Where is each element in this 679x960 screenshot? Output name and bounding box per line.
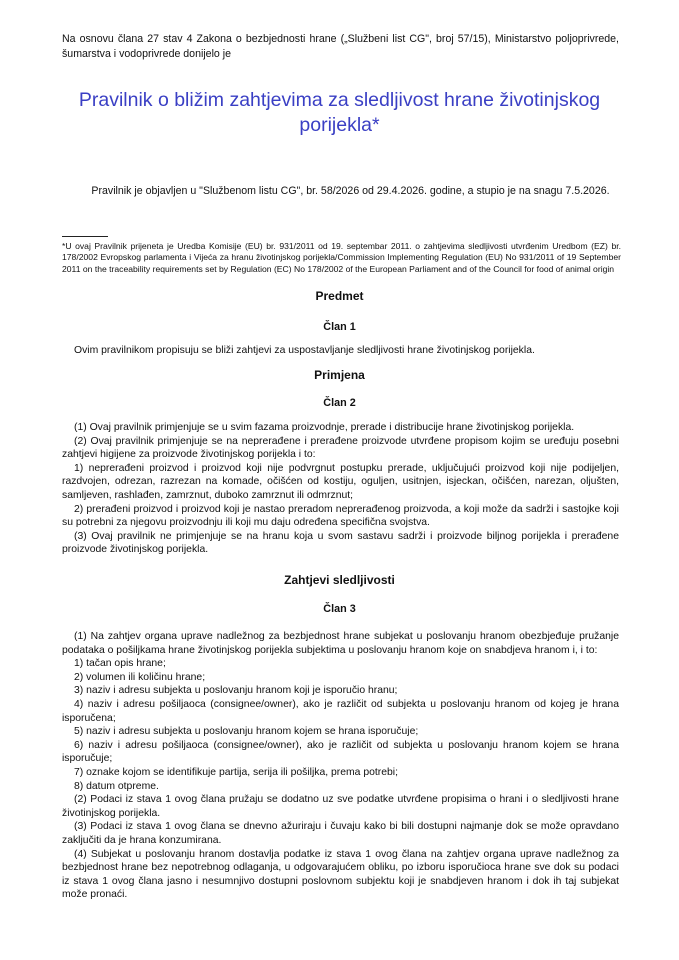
article-3-item: 7) oznake kojom se identifikuje partija, serija ili pošiljka, prema potrebi;	[74, 766, 398, 778]
article-3-item: 6) naziv i adresu pošiljaoca (consignee/owner), ako je različit od subjekta u poslovanju hranom kojem se hrana isporučuje;	[62, 739, 619, 765]
document-title: Pravilnik o bližim zahtjevima za sledljivost hrane životinjskog porijekla*	[78, 89, 601, 136]
article-3-paragraph-1: (1) Na zahtjev organa uprave nadležnog za bezbjednost hrane subjekat u poslovanju hranom obezbjeđuje pružanje podataka o pošiljkama hrane životinjskog porijekla subjektima u poslovanju hranom koje on snabdjeva hranom i, i to:	[62, 631, 619, 656]
article-3-paragraph-2: (2) Podaci iz stava 1 ovog člana pružaju se dodatno uz sve podatke utvrđene propisima o hrani i o sledljivosti hrane životinjskog porijekla.	[62, 794, 619, 819]
article-2-text	[62, 421, 619, 557]
section-heading-primjena: Primjena	[314, 368, 365, 382]
publication-note: Pravilnik je objavljen u "Službenom listu CG", br. 58/2026 od 29.4.2026. godine, a stupio je na snagu 7.5.2026.	[91, 185, 610, 197]
article-heading-2: Član 2	[323, 397, 356, 409]
article-2-paragraph-3: (3) Ovaj pravilnik ne primjenjuje se na hranu koja u svom sastavu sadrži i proizvode biljnog porijekla i prerađene proizvode životinjskog porijekla.	[62, 530, 619, 556]
article-2-item-1: 1) neprerađeni proizvod i proizvod koji nije podvrgnut postupku prerade, uključujući proizvod koji nije podijeljen, razdvojen, odrezan, razrezan na komade, očišćen od kostiju, oguljen, usitnjen, isjeckan, očišćen, narezan, oljušten, samljeven, rashlađen, zamrznut, duboko zamrznut ili odmrznut;	[62, 462, 619, 501]
article-heading-1: Član 1	[323, 321, 356, 333]
article-2-paragraph-2: (2) Ovaj pravilnik primjenjuje se na neprerađene i prerađene proizvode utvrđene propisom kojim se uređuju posebni zahtjevi higijene za proizvode životinjskog porijekla i to:	[62, 435, 619, 461]
article-3-paragraph-3: (3) Podaci iz stava 1 ovog člana se dnevno ažuriraju i čuvaju kako bi bili dostupni najmanje dok se može opravdano zaključiti da je hrana konzumirana.	[62, 821, 619, 846]
article-3-item: 4) naziv i adresu pošiljaoca (consignee/owner), ako je različit od subjekta u poslovanju hranom od kojeg je hrana isporučena;	[62, 698, 619, 724]
article-2-item-2: 2) prerađeni proizvod i proizvod koji je nastao preradom neprerađenog proizvoda, a koji može da sadrži i sastojke koji su potrebni za njegovu proizvodnju ili koji mu daju određena specifična svojstva.	[62, 503, 619, 529]
article-1-text	[62, 344, 619, 358]
article-2-paragraph-1: (1) Ovaj pravilnik primjenjuje se u svim fazama proizvodnje, prerade i distribucije hrane životinjskog porijekla.	[74, 422, 575, 433]
footnote-divider	[62, 236, 108, 237]
article-1-paragraph: Ovim pravilnikom propisuju se bliži zahtjevi za uspostavljanje sledljivosti hrane životinjskog porijekla.	[74, 345, 535, 356]
article-3-item: 2) volumen ili količinu hrane;	[74, 671, 206, 683]
section-heading-predmet: Predmet	[315, 289, 364, 303]
article-3-item: 1) tačan opis hrane;	[74, 658, 166, 670]
article-3-item: 5) naziv i adresu subjekta u poslovanju hranom kojem se hrana isporučuje;	[74, 726, 419, 738]
footnote: *U ovaj Pravilnik prijeneta je Uredba Komisije (EU) br. 931/2011 od 19. septembar 2011. o zahtjevima sledljivosti utvrđenim Uredbom (EZ) br. 178/2002 Evropskog parlamenta i Vijeća za hranu životinjskog porijekla/Commission Implementing Regulation (EU) No 931/2011 of 19 September 2011 on the traceability requirements set by Regulation (EC) No 178/2002 of the European Parliament and of the Council for food of animal origin	[62, 241, 621, 274]
article-3-paragraph-4: (4) Subjekat u poslovanju hranom dostavlja podatke iz stava 1 ovog člana na zahtjev organa uprave nadležnog za bezbjednost hrane bez nepotrebnog odlaganja, u odgovarajućem obliku, po izboru isporučioca hrane sve dok su podaci iz stava 1 ovog člana jasno i nesumnjivo dostupni poslovnom subjektu koji je snabdjeven hranom i dok ih taj subjekat može pronaći.	[62, 848, 619, 901]
preamble: Na osnovu člana 27 stav 4 Zakona o bezbjednosti hrane („Službeni list CG", broj 57/15), Ministarstvo poljoprivrede, šumarstva i vodoprivrede donijelo je	[62, 33, 619, 60]
section-heading-zahtjevi: Zahtjevi sledljivosti	[284, 573, 395, 587]
article-3-item: 8) datum otpreme.	[74, 780, 159, 792]
article-heading-3: Član 3	[323, 603, 356, 615]
article-3-item: 3) naziv i adresu subjekta u poslovanju hranom koji je isporučio hranu;	[74, 685, 398, 697]
article-3-text	[62, 630, 619, 902]
